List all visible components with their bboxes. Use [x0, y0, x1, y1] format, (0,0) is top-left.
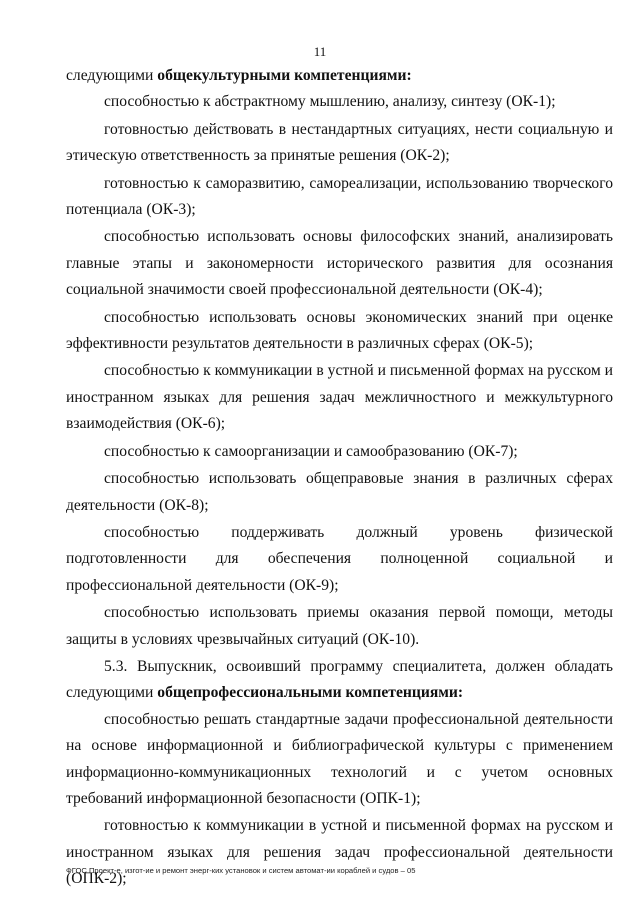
list-item: способностью использовать основы философских знаний, анализировать главные этапы и закономерности исторического развития для осознания социальной значимости своей профессиональной деятельности (ОК-4); — [66, 228, 613, 299]
list-item: готовностью действовать в нестандартных ситуациях, нести социальную и этическую ответственность за принятые решения (ОК-2); — [66, 120, 613, 165]
list-item: способностью использовать общеправовые знания в различных сферах деятельности (ОК-8); — [66, 470, 613, 514]
section-paragraph — [66, 654, 613, 707]
section-text: 5.3. Выпускник, освоивший программу специалитета, должен обладать следующими — [66, 657, 613, 702]
intro-paragraph — [66, 63, 613, 89]
section-bold: общепрофессиональными компетенциями: — [157, 684, 464, 702]
list-item: способностью решать стандартные задачи профессиональной деятельности на основе информационной и библиографической культуры с применением информационно-коммуникационных технологий и с учетом основных требований информационной безопасности (ОПК-1); — [66, 710, 613, 807]
list-item: способностью использовать основы экономических знаний при оценке эффективности результатов деятельности в различных сферах (ОК-5); — [66, 308, 613, 353]
list-item: готовностью к коммуникации в устной и письменной формах на русском и иностранном языках для решения задач профессиональной деятельности (ОПК-2); — [66, 817, 613, 888]
list-item: готовностью к саморазвитию, самореализации, использованию творческого потенциала (ОК-3); — [66, 174, 613, 219]
list-item: способностью использовать приемы оказания первой помощи, методы защиты в условиях чрезвычайных ситуаций (ОК-10). — [66, 604, 613, 648]
footer: ФГОС Проект-е, изгот-ие и ремонт энерг-ких установок и систем автомат-ии кораблей и судов – 05 — [66, 866, 416, 875]
intro-bold: общекультурными компетенциями: — [157, 67, 412, 84]
list-item: способностью поддерживать должный уровень физической подготовленности для обеспечения полноценной социальной и профессиональной деятельности (ОК-9); — [66, 523, 613, 594]
list-item: способностью к коммуникации в устной и письменной формах на русском и иностранном языках для решения задач межличностного и межкультурного взаимодействия (ОК-6); — [66, 362, 613, 433]
list-item: способностью к самоорганизации и самообразованию (ОК-7); — [104, 442, 518, 460]
document-body — [66, 63, 613, 893]
intro-lead: следующими — [66, 67, 158, 84]
list-item: способностью к абстрактному мышлению, анализу, синтезу (ОК-1); — [104, 93, 556, 111]
page-number: 11 — [313, 44, 327, 59]
